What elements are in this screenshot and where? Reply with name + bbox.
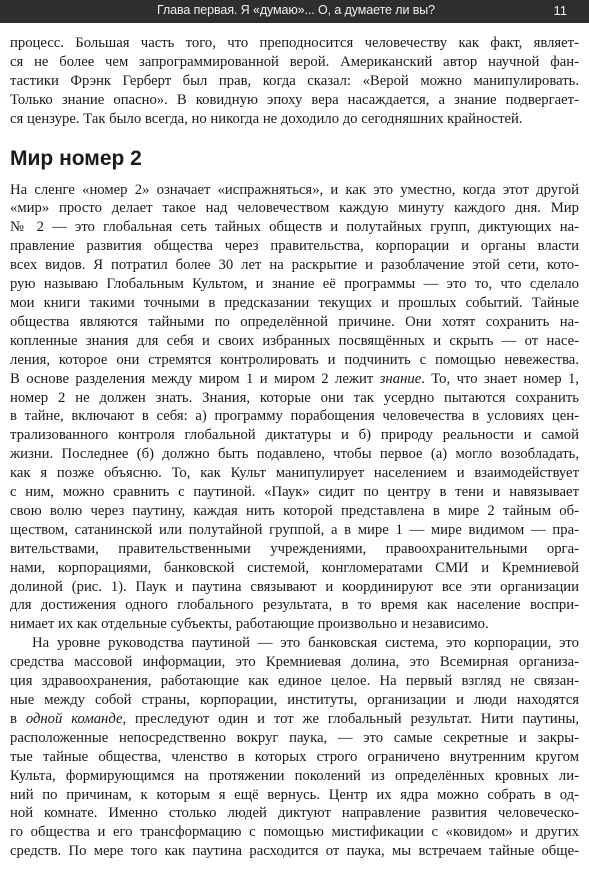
text-line: нимает их как отдельные субъекты, работающие произвольно и независимо. [10,616,489,633]
text-line: номер 2 не должен знать. Знания, которые они так усердно пытаются сохранить [10,389,579,406]
text-line: ной комнате. Именно столько людей диктуют направление развития человеческо- [10,805,579,822]
text-line: тастики Фрэнк Герберт был прав, когда сказал: «Верой можно манипулировать. [10,72,579,89]
text-line: На сленге «номер 2» означает «испражняться», и как это уместно, когда этот другой [10,181,579,198]
text-line: копленные знания для себя и своих избранных посвящённых и скрыть — от насе- [10,332,579,349]
text-line: ний по причинам, к которым я ещё вернусь. Центр их ядра можно собрать в од- [10,786,579,803]
text-line: тые тайные общества, членство в которых строго ограничено внутренним кругом [10,748,579,765]
text-segment: В основе разделения между миром 1 и миром 2 лежит [10,370,380,387]
text-line: общества являются тайными по определённой причине. Они хотят сохранить на- [10,313,579,330]
text-line: для достижения одного глобального результата, в то время как население воспри- [10,597,579,614]
text-line: мои книги такими точными в предсказании текущих и прошлых событий. Тайные [10,294,579,311]
running-header [0,0,589,23]
chapter-title: Глава первая. Я «думаю»... О, а думаете ли вы? [157,3,436,17]
text-line [10,710,579,729]
text-line: средства массовой информации, это Кремниевая долина, это Всемирная организа- [10,654,579,671]
text-line: долиной (рис. 1). Паук и паутина связывают и координируют все эти организации [10,578,579,595]
text-line: ления, которое они стремятся контролировать и подчинить с помощью невежества. [10,351,579,368]
text-line: ществом, сатанинской или полутайной группой, а в мире 1 — мире видимом — пра- [10,521,579,538]
text-line: ные между собой страны, корпорации, институты, организации и люди находятся [10,692,579,708]
text-line [10,370,579,389]
text-line: Культа, формирующимся на протяжении поколений из определённых кровных ли- [10,767,579,784]
intro-paragraph [10,34,579,129]
page-body [10,34,579,861]
text-line: вительствами, правительственными учреждениями, правоохранительными орга- [10,540,579,557]
paragraph-1 [10,181,579,635]
paragraph-2 [10,634,579,861]
text-line: процесс. Большая часть того, что преподносится человечеству как факт, являет- [10,35,579,51]
text-line: жизни. Последнее (б) должно быть подавлено, чтобы первое (а) могло возобладать, [10,446,579,463]
text-line: нами, корпорациями, банковской системой, конгломератами СМИ и Кремниевой [10,559,579,576]
text-line: го общества и его трансформацию с помощью мистификации с «ковидом» и других [10,824,579,841]
text-line: Только знание опасно». В ковидную эпоху вера насаждается, а знание подвергает- [10,91,579,108]
text-segment: . То, что знает номер 1, [421,370,579,387]
text-segment: в [10,710,26,727]
emphasis-phrase: одной команде [25,710,123,727]
text-line: правление развития общества через правительства, корпорации и органы власти [10,238,579,255]
text-line: ция здравоохранения, работающие как единое целое. На первый взгляд не связан- [10,673,579,690]
text-line: рую называю Глобальным Культом, и знание её программы — это то, что сделало [10,276,579,293]
text-line: средств. По мере того как паутина расходится от паука, мы встречаем тайные обще- [10,843,579,860]
text-line: На уровне руководства паутиной — это банковская система, это корпорации, это [32,635,579,652]
text-line: свою волю через паутину, каждая нить которой представлена в мире 2 тайным об- [10,502,579,519]
text-line: как я позже объясню. То, как Культ манипулирует населением и взаимодействует [10,465,579,482]
section-heading: Мир номер 2 [10,146,142,170]
text-segment: , преследуют один и тот же глобальный результат. Нити паутины, [122,710,579,727]
text-line: ся не более чем запрограммированной верой. Американский автор научной фан- [10,53,579,70]
text-line: № 2 — это глобальная сеть тайных обществ и полутайных групп, диктующих на- [10,219,579,236]
text-line: с ним, можно сравнить с паутиной. «Паук» сидит по центру в тени и навязывает [10,484,579,501]
text-line: расположенные непосредственно вокруг паука, — это самые секретные и закры- [10,729,579,746]
text-line: всех видов. Я потратил более 30 лет на раскрытие и разоблачение этой сети, кото- [10,257,579,274]
text-line: «мир» просто делает такое над человечеством каждую минуту каждого дня. Мир [10,200,579,217]
text-line: в тайне, включают в себя: а) программу порабощения человечества в условиях цен- [10,408,579,425]
text-line: ся цензуре. Так было всегда, но никогда не доходило до сегодняшних крайностей. [10,110,523,127]
text-line: трализованного контроля глобальной диктатуры и б) природу реальности и самой [10,427,579,444]
emphasis-word: знание [379,370,422,387]
page-number: 11 [553,3,567,18]
